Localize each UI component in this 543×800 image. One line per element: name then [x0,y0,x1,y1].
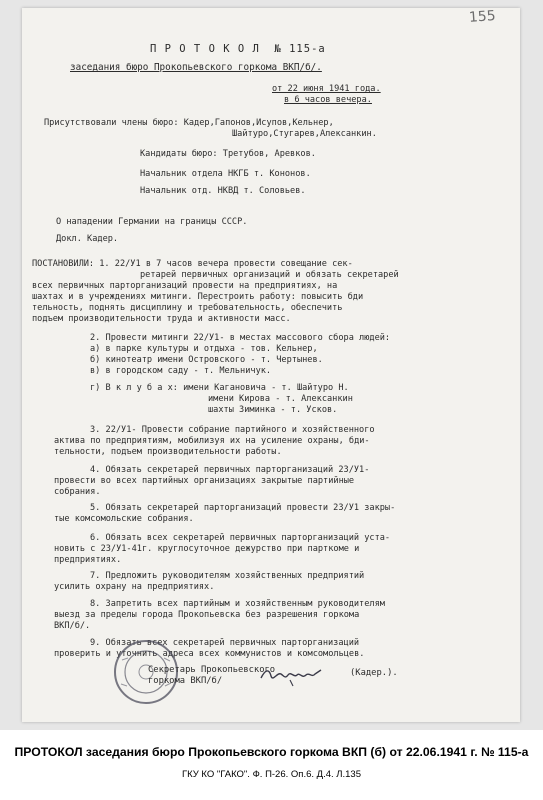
resolution-line: тельность, поднять дисциплину и требовательность, обеспечить [32,303,343,313]
resolution-line: 9. Обязать всех секретарей первичных парторганизаций [90,638,360,648]
resolution-line: тельности, подъем производительности работы. [54,447,282,457]
document-page [22,8,520,722]
resolution-line: усилить охрану на предприятиях. [54,582,215,592]
resolution-line: 5. Обязать секретарей парторганизаций провести 23/У1 закры- [90,503,396,513]
resolution-line: выезд за пределы города Прокопьевска без разрешения горкома [54,610,360,620]
resolution-line: 7. Предложить руководителям хозяйственных предприятий [90,571,365,581]
resolution-line: 3. 22/У1- Провести собрание партийного и хозяйственного [90,425,375,435]
signer-name: (Кадер.). [350,668,398,678]
meeting-date: от 22 июня 1941 года. [272,84,381,94]
resolution-line: б) кинотеатр имени Островского - т. Чертынев. [90,355,323,365]
resolution-line: шахты Зиминка - т. Усков. [208,405,338,415]
signature-line: Секретарь Прокопьевского [148,665,276,675]
caption-source: ГКУ КО "ГАКО". Ф. П-26. Оп.6. Д.4. Л.135 [181,769,362,780]
resolution-line: имени Кирова - т. Алексанкин [208,394,353,404]
document-title: П Р О Т О К О Л № 115-а [150,43,326,55]
resolution-line: ВКП/б/. [54,621,91,631]
resolution-line: провести во всех партийных организациях закрытые партийные [54,476,355,486]
attendance-line: Присутствовали члены бюро: Кадер,Гапонов,Исупов,Кельнер, [44,118,334,128]
signature-line: горкома ВКП/б/ [148,676,223,686]
resolution-line: собрания. [54,487,101,497]
resolution-line: 8. Запретить всех партийным и хозяйственным руководителям [90,599,385,609]
resolution-line: подъем производительности труда и активности масс. [32,314,291,324]
resolution-line: проверить и уточнить адреса всех коммунистов и комсомольцев. [54,649,365,659]
caption-title: ПРОТОКОЛ заседания бюро Прокопьевского горкома ВКП (б) от 22.06.1941 г. № 115-а [14,745,529,759]
resolution-line: 4. Обязать секретарей первичных парторганизаций 23/У1- [90,465,370,475]
resolution-line: 2. Провести митинги 22/У1- в местах массового сбора людей: [90,333,391,343]
attendance-line: Шайтуро,Стугарев,Алексанкин. [232,129,377,139]
resolution-line: тые комсомольские собрания. [54,514,194,524]
resolution-line: предприятиях. [54,555,122,565]
resolution-line: шахтах и в учреждениях митинги. Перестроить работу: повысить бди [32,292,364,302]
document-subtitle: заседания бюро Прокопьевского горкома ВКП/б/. [70,62,322,73]
resolution-line: в) в городском саду - т. Мельничук. [90,366,272,376]
resolution-line: ретарей первичных организаций и обязать секретарей [140,270,399,280]
folio-number: 155 [468,8,497,26]
agenda-item: О нападении Германии на границы СССР. [56,217,248,227]
resolution-line: всех первичных парторганизаций провести на предприятиях, на [32,281,338,291]
resolution-line: ПОСТАНОВИЛИ: 1. 22/У1 в 7 часов вечера провести совещание сек- [32,259,353,269]
resolution-line: а) в парке культуры и отдыха - тов. Кельнер, [90,344,318,354]
resolution-line: актива по предприятиям, мобилизуя их на усиление охраны, бди- [54,436,370,446]
handwritten-signature-icon [257,660,327,688]
attendance-line: Начальник отд. НКВД т. Соловьев. [140,186,306,196]
resolution-line: новить с 23/У1-41г. круглосуточное дежурство при парткоме и [54,544,360,554]
meeting-time: в 6 часов вечера. [284,95,372,105]
attendance-line: Кандидаты бюро: Третубов, Аревков. [140,149,316,159]
attendance-line: Начальник отдела НКГБ т. Кононов. [140,169,311,179]
resolution-line: 6. Обязать всех секретарей первичных парторганизаций уста- [90,533,391,543]
speaker: Докл. Кадер. [56,234,119,244]
resolution-line: г) В к л у б а х: имени Кагановича - т. Шайтуро Н. [90,383,349,393]
